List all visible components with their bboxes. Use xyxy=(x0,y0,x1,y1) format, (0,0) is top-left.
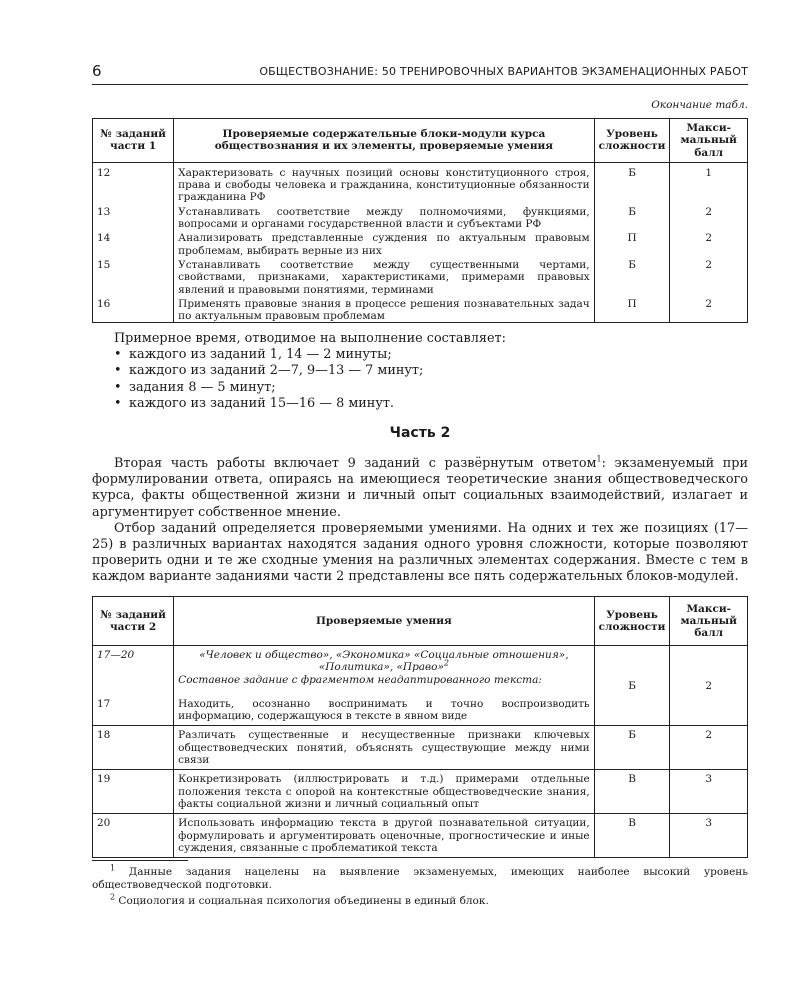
task-max-score: 3 xyxy=(670,770,748,814)
task-description: Анализировать представленные суждения по актуальным правовым проблемам, выбирать верные из них xyxy=(174,230,594,257)
time-list xyxy=(92,347,748,412)
table-row xyxy=(93,814,748,858)
task-level: В xyxy=(594,814,670,858)
task-level: Б xyxy=(594,726,670,770)
table-header-row xyxy=(93,597,748,646)
header-max-score: Макси-мальный балл xyxy=(670,597,748,646)
task-description: Конкретизировать (иллюстрировать и т.д.) примерами отдельные положения текста с опорой на контекстные обществоведческие знания, факты социальной жизни и личный социальный опыт xyxy=(174,770,595,814)
header-task-number: № заданий части 1 xyxy=(93,119,174,163)
table-row xyxy=(93,646,748,726)
header-max-score: Макси-мальный балл xyxy=(670,119,748,163)
task-number: 15 xyxy=(93,257,174,296)
footnote-ref[interactable]: 2 xyxy=(443,658,450,668)
task-max-score: 2 xyxy=(670,646,748,726)
spacer xyxy=(178,686,590,698)
footnote-divider xyxy=(92,860,188,861)
paragraph-text: Вторая часть работы включает 9 заданий с развёрнутым ответом xyxy=(114,456,597,471)
task-number: 20 xyxy=(93,814,174,858)
task-number: 12 xyxy=(93,162,174,203)
task-number: 19 xyxy=(93,770,174,814)
page-header xyxy=(92,60,748,85)
table-row xyxy=(93,726,748,770)
task-max-score: 1 xyxy=(670,162,748,203)
task-description: Устанавливать соответствие между полномочиями, функциями, вопросами и органами государственной власти и субъектами РФ xyxy=(174,204,594,231)
list-item: • каждого из заданий 15—16 — 8 минут. xyxy=(114,396,748,412)
task-max-score: 2 xyxy=(670,726,748,770)
spacer xyxy=(97,661,169,698)
table-row xyxy=(93,162,748,203)
paragraph: Отбор заданий определяется проверяемыми умениями. На одних и тех же позициях (17—25) в различных вариантах находятся задания одного уровня сложности, которые позволяют проверить одни и те же сходные умения на различных элементах содержания. Вместе с тем в каждом варианте заданиями части 2 представлены все пять содержательных блоков-модулей. xyxy=(92,520,748,585)
time-allocation xyxy=(92,331,748,412)
footnote-ref[interactable]: 1 xyxy=(596,454,602,464)
task-level: П xyxy=(594,296,670,323)
task-level: Б xyxy=(594,204,670,231)
table-row xyxy=(93,296,748,323)
footnotes xyxy=(92,863,748,911)
part2-description xyxy=(92,456,748,586)
task-description: Характеризовать с научных позиций основы конституционного строя, права и свободы человека и гражданина, конституционные обязанности гражданина РФ xyxy=(174,162,594,203)
paragraph xyxy=(92,456,748,521)
header-content-blocks: Проверяемые содержательные блоки-модули курса обществознания и их элементы, проверяемые умения xyxy=(174,119,594,163)
table-row xyxy=(93,770,748,814)
header-difficulty-level: Уровень сложности xyxy=(594,119,670,163)
task-description: Находить, осознанно воспринимать и точно воспроизводить информацию, содержащуюся в тексте в явном виде xyxy=(178,697,590,723)
task-description: Различать существенные и несущественные признаки ключевых обществоведческих понятий, объяснять существующие между ними связи xyxy=(174,726,595,770)
task-number: 14 xyxy=(93,230,174,257)
task-number-cell xyxy=(93,646,174,726)
header-skills: Проверяемые умения xyxy=(174,597,595,646)
task-description-cell xyxy=(174,646,595,726)
task-level: Б xyxy=(594,162,670,203)
task-number: 16 xyxy=(93,296,174,323)
task-range: 17—20 xyxy=(97,649,135,661)
list-item: • каждого из заданий 1, 14 — 2 минуты; xyxy=(114,347,748,363)
paragraph-text: : экзаменуемый при формулировании ответа, опираясь на имеющиеся теоретические знания обществоведческого курса, факты общественной жизни и личный опыт социальных взаимодействий, излагает и аргументирует собственное мнение. xyxy=(92,456,748,520)
part1-skills-table xyxy=(92,118,748,323)
task-max-score: 2 xyxy=(670,296,748,323)
task-number: 13 xyxy=(93,204,174,231)
footnote-mark: 2 xyxy=(110,892,116,902)
task-max-score: 3 xyxy=(670,814,748,858)
section-heading: Часть 2 xyxy=(389,425,451,441)
table-row xyxy=(93,230,748,257)
task-description: Использовать информацию текста в другой познавательной ситуации, формулировать и аргументировать оценочные, прогностические и иные суждения, связанные с проблематикой текста xyxy=(174,814,595,858)
task-description: Устанавливать соответствие между существенными чертами, свойствами, признаками, характеристиками, примерами правовых явлений и правовыми понятиями, терминами xyxy=(174,257,594,296)
table-header-row xyxy=(93,119,748,163)
table-row xyxy=(93,257,748,296)
task-number: 18 xyxy=(93,726,174,770)
content-blocks-line: «Человек и общество», «Экономика» «Социальные отношения», xyxy=(199,649,569,661)
table-row xyxy=(93,204,748,231)
header-difficulty-level: Уровень сложности xyxy=(594,597,670,646)
footnote-text: Данные задания нацелены на выявление экзаменуемых, имеющих наиболее высокий уровень обществоведческой подготовки. xyxy=(92,866,748,891)
task-description: Применять правовые знания в процессе решения познавательных задач по актуальным правовым проблемам xyxy=(174,296,594,323)
header-task-number: № заданий части 2 xyxy=(93,597,174,646)
content-blocks-line xyxy=(178,658,590,674)
footnote-text: Социология и социальная психология объединены в единый блок. xyxy=(115,895,489,907)
task-max-score: 2 xyxy=(670,257,748,296)
running-title: ОБЩЕСТВОЗНАНИЕ: 50 ТРЕНИРОВОЧНЫХ ВАРИАНТОВ ЭКЗАМЕНАЦИОННЫХ РАБОТ xyxy=(259,65,748,78)
list-item: • каждого из заданий 2—7, 9—13 — 7 минут; xyxy=(114,363,748,379)
task-number: 17 xyxy=(97,698,111,711)
task-max-score: 2 xyxy=(670,204,748,231)
task-level: Б xyxy=(594,257,670,296)
part2-skills-table xyxy=(92,596,748,858)
footnote xyxy=(92,892,748,908)
content-blocks-text: «Политика», «Право» xyxy=(318,661,444,674)
page-number: 6 xyxy=(92,62,102,80)
composite-task-note: Составное задание с фрагментом неадаптированного текста: xyxy=(178,673,542,686)
table-continuation-note: Окончание табл. xyxy=(651,99,748,111)
footnote-mark: 1 xyxy=(110,863,116,873)
task-level: В xyxy=(594,770,670,814)
task-max-score: 2 xyxy=(670,230,748,257)
task-level: П xyxy=(594,230,670,257)
task-level: Б xyxy=(594,646,670,726)
list-item: • задания 8 — 5 минут; xyxy=(114,380,748,396)
time-intro: Примерное время, отводимое на выполнение составляет: xyxy=(114,331,506,346)
footnote xyxy=(92,863,748,892)
